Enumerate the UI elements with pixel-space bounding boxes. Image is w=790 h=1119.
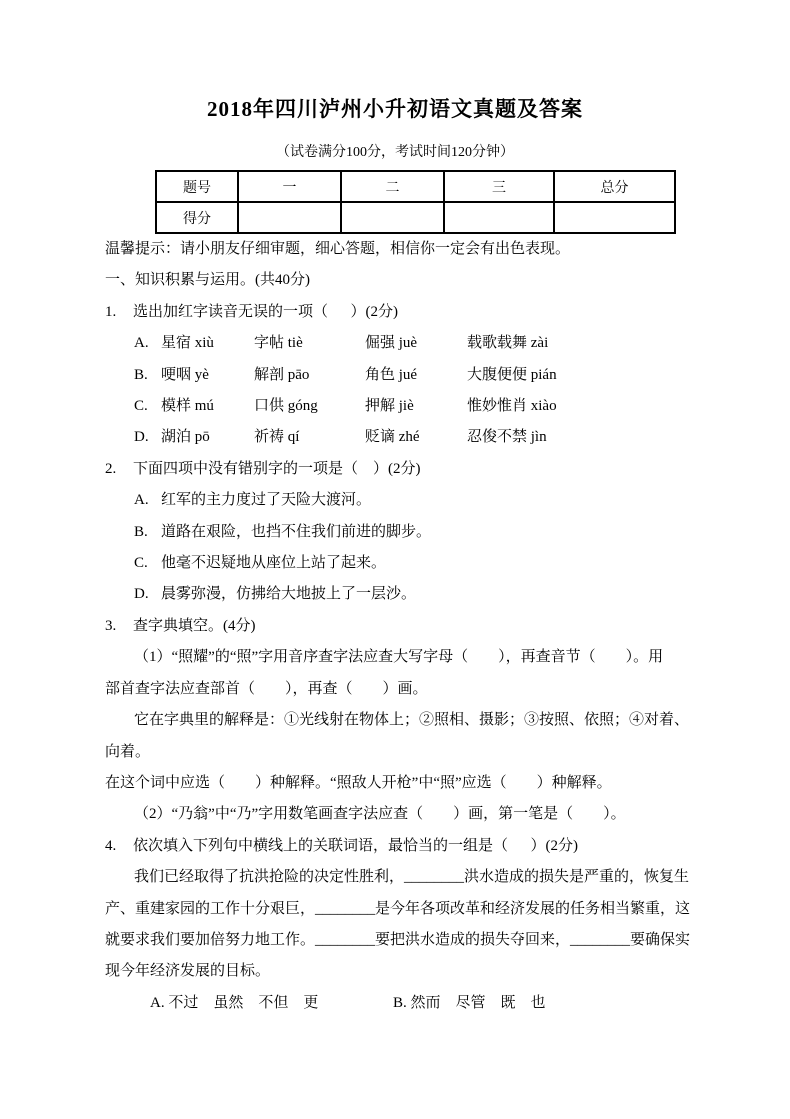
word-item: 祈祷 qí xyxy=(254,429,300,446)
q3-explanation-line2: 向着。 xyxy=(105,743,151,760)
question-4-stem xyxy=(105,831,687,862)
option-label: B. xyxy=(134,366,148,383)
question-number: 4. xyxy=(105,837,117,854)
word-item: 贬谪 zhé xyxy=(365,429,420,446)
question-stem-text: 选出加红字读音无误的一项（ ）(2分) xyxy=(133,303,398,320)
word-item: 载歌载舞 zài xyxy=(467,335,549,352)
word-item: 角色 jué xyxy=(365,366,418,383)
score-table xyxy=(155,170,676,234)
question-number: 3. xyxy=(105,617,117,634)
notice-text: 温馨提示：请小朋友仔细审题，细心答题，相信你一定会有出色表现。 xyxy=(105,241,571,257)
q4-paragraph-line2: 产、重建家园的工作十分艰巨，________是今年各项改革和经济发展的任务相当繁重，这 xyxy=(105,900,691,917)
q2-option-d xyxy=(105,579,687,610)
q2-option-b xyxy=(105,517,687,548)
option-label: A. xyxy=(134,492,149,509)
q1-option-d xyxy=(105,422,687,453)
word-item: 哽咽 yè xyxy=(161,366,209,383)
score-col-label: 题号 xyxy=(156,171,238,202)
option-label: C. xyxy=(134,555,148,572)
score-col-2: 二 xyxy=(341,171,444,202)
q3-part2-line: （2）“乃翁”中“乃”字用数笔画查字法应查（ ）画，第一笔是（ ）。 xyxy=(134,806,626,823)
q4-options-row xyxy=(105,988,687,1019)
score-col-3: 三 xyxy=(444,171,554,202)
word-item: 忍俊不禁 jìn xyxy=(467,429,547,446)
word-item: 大腹便便 pián xyxy=(467,366,557,383)
question-stem-text: 依次填入下列句中横线上的关联词语，最恰当的一组是（ ）(2分) xyxy=(133,837,578,854)
word-item: 惟妙惟肖 xiào xyxy=(467,398,557,415)
option-text: 道路在艰险，也挡不住我们前进的脚步。 xyxy=(161,523,432,540)
question-stem-text: 查字典填空。(4分) xyxy=(133,617,256,634)
q4-paragraph-line4: 现今年经济发展的目标。 xyxy=(105,963,271,980)
question-number: 1. xyxy=(105,303,117,320)
q4-paragraph-line3: 就要求我们要加倍努力地工作。________要把洪水造成的损失夺回来，________要确保实 xyxy=(105,931,691,948)
word-item: 湖泊 pō xyxy=(161,429,210,446)
option-label: B. xyxy=(134,523,148,540)
q4-paragraph-line1: 我们已经取得了抗洪抢险的决定性胜利，________洪水造成的损失是严重的，恢复生 xyxy=(134,869,690,886)
question-stem-text: 下面四项中没有错别字的一项是（ ）(2分) xyxy=(133,460,421,477)
option-label: D. xyxy=(134,586,149,603)
page-subtitle: （试卷满分100分，考试时间120分钟） xyxy=(276,145,514,160)
option-text: 他毫不迟疑地从座位上站了起来。 xyxy=(161,555,387,572)
word-item: 倔强 juè xyxy=(365,335,418,352)
score-row-label: 得分 xyxy=(156,202,238,233)
word-item: 星宿 xiù xyxy=(161,335,214,352)
word-item: 口供 góng xyxy=(254,398,318,415)
q4-option-a: A. 不过 虽然 不但 更 xyxy=(150,994,319,1011)
q2-option-a xyxy=(105,485,687,516)
score-cell xyxy=(554,202,675,233)
q3-choose-line: 在这个词中应选（ ）种解释。“照敌人开枪”中“照”应选（ ）种解释。 xyxy=(105,774,612,791)
q4-option-b: B. 然而 尽管 既 也 xyxy=(393,994,546,1011)
q1-option-a xyxy=(105,328,687,359)
score-cell xyxy=(341,202,444,233)
page-title: 2018年四川泸州小升初语文真题及答案 xyxy=(207,97,583,121)
q2-option-c xyxy=(105,548,687,579)
option-label: A. xyxy=(134,335,149,352)
score-cell xyxy=(238,202,341,233)
question-1-stem xyxy=(105,297,687,328)
word-item: 押解 jiè xyxy=(365,398,414,415)
question-3-stem xyxy=(105,611,687,642)
word-item: 字帖 tiè xyxy=(254,335,303,352)
score-col-total: 总分 xyxy=(554,171,675,202)
q3-part1-line1: （1）“照耀”的“照”字用音序查字法应查大写字母（ ），再查音节（ ）。用 xyxy=(134,649,664,666)
question-number: 2. xyxy=(105,460,117,477)
section1-heading: 一、知识积累与运用。(共40分) xyxy=(105,272,310,289)
q1-option-c xyxy=(105,391,687,422)
score-cell xyxy=(444,202,554,233)
option-label: C. xyxy=(134,398,148,415)
score-table-header-row xyxy=(156,171,675,202)
option-text: 晨雾弥漫，仿拂给大地披上了一层沙。 xyxy=(161,586,417,603)
q3-part1-line2: 部首查字法应查部首（ ），再查（ ）画。 xyxy=(105,680,428,697)
option-text: 红军的主力度过了天险大渡河。 xyxy=(161,492,372,509)
word-item: 模样 mú xyxy=(161,398,214,415)
score-table-score-row xyxy=(156,202,675,233)
word-item: 解剖 pāo xyxy=(254,366,310,383)
q3-explanation-line1: 它在字典里的解释是：①光线射在物体上；②照相、摄影；③按照、依照；④对着、 xyxy=(134,712,690,729)
score-col-1: 一 xyxy=(238,171,341,202)
option-label: D. xyxy=(134,429,149,446)
exam-body xyxy=(105,234,691,1019)
q1-option-b xyxy=(105,360,687,391)
question-2-stem xyxy=(105,454,687,485)
